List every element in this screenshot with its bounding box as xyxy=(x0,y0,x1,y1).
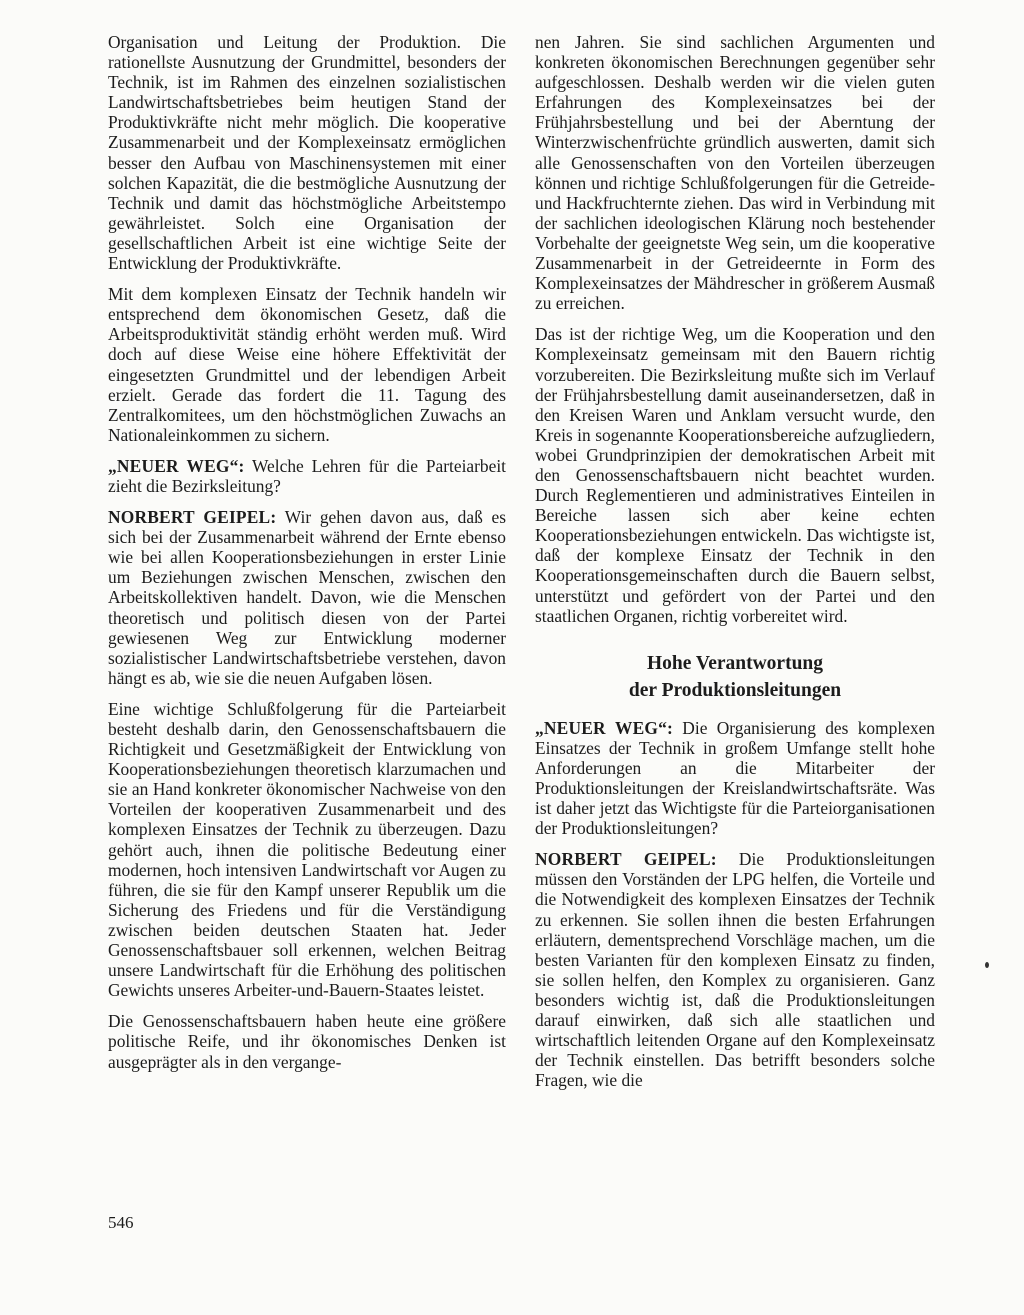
question-text: Die Organisierung des komplexen Einsatzes der Technik in großem Umfange stellt hohe Anforderungen an die Mitarbeiter der Produktionsleitungen der Kreislandwirtschaftsräte. Was ist daher jetzt das Wichtigste für die Parteiorganisationen der Produktionsleitungen? xyxy=(535,717,935,839)
interview-question xyxy=(535,718,935,839)
paragraph: Das ist der richtige Weg, um die Kooperation und den Komplexeinsatz gemeinsam mit den Bauern richtig vorzubereiten. Die Bezirksleitung mußte sich im Verlauf der Frühjahrsbestellung damit auseinandersetzen, daß in den Kreisen Waren und Anklam versucht wurde, den Kreis in sogenannte Kooperationsbereiche aufzugliedern, wobei Grundprinzipien der demokratischen Arbeit mit den Genossenschaftsbauern nicht beachtet wurden. Durch Reglementieren und administratives Einteilen in Bereiche lassen sich aber keine echten Kooperationsbeziehungen entwickeln. Das wichtigste ist, daß der komplexe Einsatz der Technik in den Kooperationsgemeinschaften durch die Bauern selbst, unterstützt und gefördert von der Partei und den staatlichen Organen, richtig vorbereitet wird. xyxy=(535,324,935,626)
interview-answer xyxy=(108,507,506,688)
interview-answer xyxy=(535,849,935,1090)
left-column xyxy=(108,32,506,1083)
page-number: 546 xyxy=(108,1213,134,1232)
paragraph: Organisation und Leitung der Produktion. Die rationellste Ausnutzung der Grundmittel, besonders der Technik, ist im Rahmen des einzelnen sozialistischen Landwirtschaftsbetriebes beim heutigen Stand der Produktivkräfte nicht mehr möglich. Die kooperative Zusammenarbeit und der Komplexeinsatz ermöglichen besser den Aufbau von Maschinensystemen mit einer solchen Kapazität, die die bestmögliche Ausnutzung der Technik und damit das höchstmögliche Arbeitstempo gewährleistet. Solch eine Organisation der gesellschaftlichen Arbeit ist eine wichtige Seite der Entwicklung der Produktivkräfte. xyxy=(108,32,506,274)
speaker-label: „NEUER WEG“: xyxy=(108,455,245,476)
paragraph: nen Jahren. Sie sind sachlichen Argumenten und konkreten ökonomischen Berechnungen gegenüber sehr aufgeschlossen. Deshalb werden wir die vielen guten Erfahrungen des Komplexeinsatzes bei der Frühjahrsbestellung und bei der Aberntung der Winterzwischenfrüchte gründlich auswerten, damit sich alle Genossenschaften von den Vorteilen überzeugen können und richtige Schlußfolgerungen für die Getreide- und Hackfruchternte ziehen. Das wird in Verbindung mit der sachlichen ideologischen Klärung noch bestehender Vorbehalte der geeignetste Weg sein, um die kooperative Zusammenarbeit in der Getreideernte in Form des Komplexeinsatzes der Mähdrescher in größerem Ausmaß zu erreichen. xyxy=(535,32,935,314)
question-text: Welche Lehren für die Parteiarbeit zieht die Bezirksleitung? xyxy=(108,455,506,496)
speaker-label: NORBERT GEIPEL: xyxy=(108,507,277,528)
ink-speck xyxy=(985,962,989,968)
section-heading-line2: der Produktionsleitungen xyxy=(628,679,842,701)
speaker-label: NORBERT GEIPEL: xyxy=(535,849,717,870)
paragraph: Die Genossenschaftsbauern haben heute eine größere politische Reife, und ihr ökonomisches Denken ist ausgeprägter als in den vergange- xyxy=(108,1011,506,1072)
answer-text: Die Produktionsleitungen müssen den Vorständen der LPG helfen, die Vorteile und die Notwendigkeit des komplexen Einsatzes der Technik zu erkennen. Sie sollen ihnen die besten Erfahrungen erläutern, dementsprechend Vorschläge machen, um die besten Varianten für den komplexen Einsatz zu finden, sie sollen helfen, den Komplex zu organisieren. Ganz besonders wichtig ist, daß die Produktionsleitungen darauf einwirken, daß sich alle staatlichen und wirtschaftlich leitenden Organe auf den Komplexeinsatz der Technik einstellen. Das betrifft besonders solche Fragen, wie die xyxy=(535,849,935,1091)
speaker-label: „NEUER WEG“: xyxy=(535,717,673,738)
interview-question xyxy=(108,456,506,496)
section-heading-line1: Hohe Verantwortung xyxy=(646,652,824,674)
answer-text: Wir gehen davon aus, daß es sich bei der Zusammenarbeit während der Ernte ebenso wie bei allen Kooperationsbeziehungen in erster Linie um Beziehungen zwischen Menschen, zwischen den Arbeitskollektiven handelt. Davon, wie die Menschen theoretisch und politisch diesen von der Partei gewiesenen Weg zur Entwicklung moderner sozialistischer Landwirtschaftsbetriebe verstehen, davon hängt es ab, wie sie die neuen Aufgaben lösen. xyxy=(108,507,507,688)
right-column xyxy=(535,32,935,1101)
section-heading xyxy=(535,650,935,704)
paragraph: Eine wichtige Schlußfolgerung für die Parteiarbeit besteht deshalb darin, den Genossenschaftsbauern die Richtigkeit und Gesetzmäßigkeit der Entwicklung von Kooperationsbeziehungen theoretisch klarzumachen und sie an Hand konkreter ökonomischer Nachweise von den Vorteilen der kooperativen Zusammenarbeit und des komplexen Einsatzes der Technik zu überzeugen. Dazu gehört auch, ihnen die politische Bedeutung einer modernen, hoch intensiven Landwirtschaft vor Augen zu führen, die sie für den Kampf unserer Republik um die Sicherung des Friedens und für die Verständigung zwischen beiden deutschen Staaten hat. Jeder Genossenschaftsbauer soll erkennen, welchen Beitrag unsere Landwirtschaft für die Erhöhung des politischen Gewichts unseres Arbeiter-und-Bauern-Staates leistet. xyxy=(108,698,506,1001)
paragraph: Mit dem komplexen Einsatz der Technik handeln wir entsprechend dem ökonomischen Gesetz, daß die Arbeitsproduktivität ständig erhöht werden muß. Wird doch auf diese Weise eine höhere Effektivität der eingesetzten Grundmittel und der lebendigen Arbeit erzielt. Gerade das fordert die 11. Tagung des Zentralkomitees, um den höchstmöglichen Zuwachs an Nationaleinkommen zu sichern. xyxy=(108,284,506,445)
